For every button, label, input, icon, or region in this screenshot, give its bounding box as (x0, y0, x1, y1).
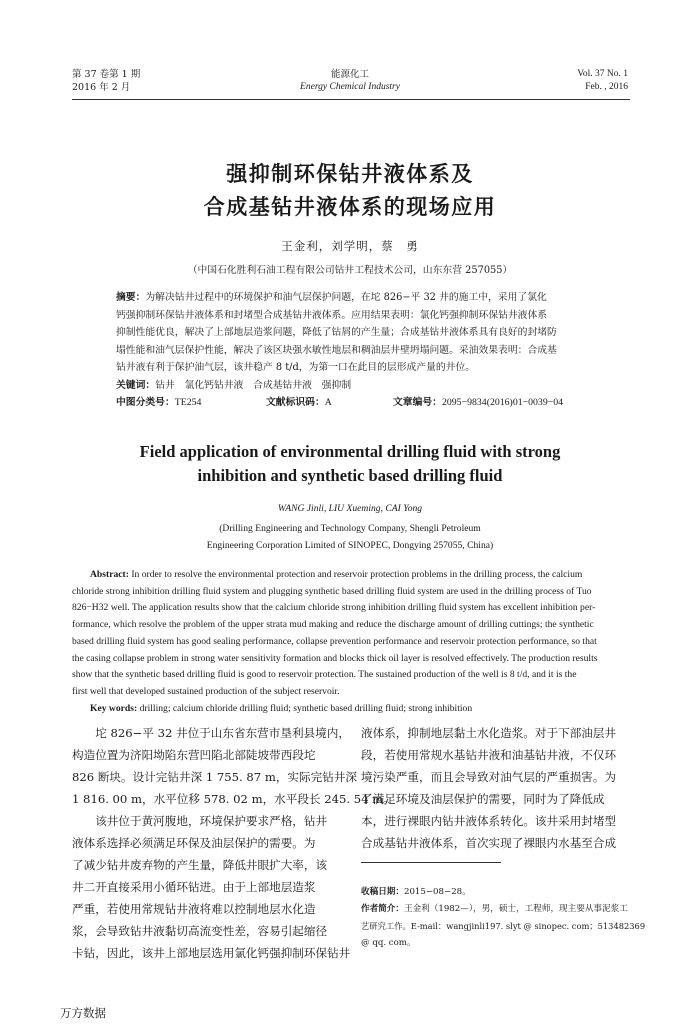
body-line: 卡钻，因此，该井上部地层选用氯化钙强抑制环保钻井 (72, 946, 351, 960)
abstract-cn (116, 289, 588, 412)
abstract-en-label: Abstract: (90, 569, 129, 580)
clc-value: TE254 (174, 397, 202, 408)
volume-issue-en: Vol. 37 No. 1 (577, 69, 628, 79)
volume-issue: 第 37 卷第 1 期 (72, 69, 141, 80)
body-line: 浆，会导致钻井液黏切高流变性差，容易引起缩径 (72, 924, 328, 938)
body-line: 了减少钻井废弃物的产生量，降低井眼扩大率，该 (72, 858, 328, 872)
abstract-cn-line: 塌性能和油气层保护性能，解决了该区块强水敏性地层和稠油层井壁坍塌问题。采油效果表明：合成基 (116, 344, 557, 356)
doc-code-label: 文献标识码： (266, 397, 325, 408)
publication-date: 2016 年 2 月 (72, 82, 131, 93)
affiliation-cn: （中国石化胜利石油工程有限公司钻井工程技术公司，山东东营 257055） (187, 265, 513, 276)
keywords-cn-text: 钻井 氯化钙钻井液 合成基钻井液 强抑制 (155, 379, 352, 391)
body-line: 液体系，抑制地层黏土水化造浆。对于下部油层井 (361, 726, 617, 740)
affiliation-en (0, 520, 700, 554)
abstract-en-line: In order to resolve the environmental protection and reservoir protection problems in the drilling process, the calcium (131, 569, 583, 580)
abstract-en-line: first well that developed sustained production of the subject reservoir. (72, 685, 340, 697)
journal-name-en: Energy Chemical Industry (300, 82, 400, 92)
watermark: 万方数据 (60, 1006, 106, 1020)
body-line: 合成基钻井液体系，首次实现了裸眼内水基至合成 (361, 836, 617, 850)
body-line: 1 816. 00 m，水平位移 578. 02 m，水平段长 245. 54 m。 (72, 792, 395, 806)
author-bio-text: 王金利（1982—），男，硕士，工程师，现主要从事泥浆工 (403, 904, 628, 914)
abstract-cn-line: 钙强抑制环保钻井液体系和封堵型合成基钻井液体系。应用结果表明：氯化钙强抑制环保钻井液体系 (116, 309, 548, 321)
footnote-rule (361, 862, 501, 863)
keywords-en-text: drilling; calcium chloride drilling fluid; synthetic based drilling fluid; strong inhibition (139, 702, 473, 714)
title-cn-line1: 强抑制环保钻井液体系及 (226, 162, 474, 186)
keywords-en-label: Key words: (90, 702, 138, 714)
received-date-value: 2015−08−28。 (403, 887, 471, 897)
affiliation-en-line1: (Drilling Engineering and Technology Company, Shengli Petroleum (219, 523, 481, 534)
author-bio-text: 艺研究工作。E-mail：wangjinli197. slyt @ sinopec. com；513482369 (361, 921, 646, 931)
article-no-value: 2095−9834(2016)01−0039−04 (441, 397, 564, 408)
abstract-en-line: the casing collapse problem in strong water sensitivity formation and blocks thick oil layer is resolved effectively. The production results (72, 652, 598, 664)
header-rule (72, 99, 630, 100)
keywords-cn (116, 377, 588, 395)
footnote (361, 884, 646, 952)
abstract-cn-line: 抑制性能优良，解决了上部地层造浆问题，降低了钻屑的产生量；合成基钻井液体系具有良好的封堵防 (116, 327, 557, 338)
header-right (577, 68, 628, 94)
authors-cn: 王金利，刘学明，蔡 勇 (281, 239, 419, 253)
abstract-cn-line: 为解决钻井过程中的环境保护和油气层保护问题，在坨 826−平 32 井的施工中，采用了氯化 (145, 292, 547, 303)
abstract-en (72, 567, 628, 717)
body-line: 本，进行裸眼内钻井液体系转化。该井采用封堵型 (361, 814, 617, 828)
abstract-en-line: formance, which resolve the problem of the upper strata mud making and reduce the discharge amount of drilling cuttings; the synthetic (72, 619, 594, 631)
authors-en: WANG Jinli, LIU Xueming, CAI Yong (277, 503, 423, 514)
doc-code-value: A (324, 397, 332, 408)
clc-label: 中图分类号： (116, 397, 175, 408)
title-en-line1: Field application of environmental drilling fluid with strong (139, 442, 561, 461)
received-date-label: 收稿日期： (361, 887, 404, 897)
abstract-en-line: chloride strong inhibition drilling fluid system and plugging synthetic based drilling fluid system are used in the drilling process of Tuo (72, 585, 592, 597)
affiliation-en-line2: Engineering Corporation Limited of SINOPEC, Dongying 257055, China) (206, 540, 494, 551)
author-bio-text: @ qq. com。 (361, 938, 416, 948)
body-line: 境污染严重，而且会导致对油气层的严重损害。为 (361, 770, 617, 784)
body-right-column (361, 722, 631, 854)
body-line: 该井位于黄河腹地，环境保护要求严格，钻井 (72, 814, 328, 828)
abstract-en-line: based drilling fluid system has good sealing performance, collapse prevention performance and reservoir protection performance, so that (72, 635, 597, 647)
keywords-cn-label: 关键词： (116, 379, 156, 391)
body-line: 826 断块。设计完钻井深 1 755. 87 m，实际完钻井深 (72, 770, 357, 784)
publication-date-en: Feb. , 2016 (585, 82, 628, 92)
body-line: 井二开直接采用小循环钻进。由于上部地层造浆 (72, 880, 316, 894)
body-line: 了满足环境及油层保护的需要，同时为了降低成 (361, 792, 605, 806)
title-en-line2: inhibition and synthetic based drilling fluid (197, 466, 503, 485)
author-bio-label: 作者简介： (361, 904, 404, 914)
abstract-cn-label: 摘要： (116, 292, 146, 303)
article-no-label: 文章编号： (393, 397, 442, 408)
body-line: 构造位置为济阳坳陷东营凹陷北部陡坡带西段坨 (72, 748, 316, 762)
abstract-en-line: 826−H32 well. The application results show that the calcium chloride strong inhibition drilling fluid system has excellent inhibition per- (72, 602, 596, 614)
body-line: 严重，若使用常规钻井液将难以控制地层水化造 (72, 902, 316, 916)
keywords-en (72, 701, 628, 718)
abstract-en-line: show that the synthetic based drilling fluid is good to reservoir protection. The sustained production of the well is 8 t/d, and it is the (72, 669, 577, 681)
abstract-cn-line: 钻井液有利于保护油气层，该井稳产 8 t/d，为第一口在此目的层形成产量的井位。 (116, 362, 476, 373)
title-cn-line2: 合成基钻井液体系的现场应用 (203, 195, 497, 219)
body-line: 段，若使用常规水基钻井液和油基钻井液，不仅环 (361, 748, 617, 762)
journal-name-cn: 能源化工 (330, 69, 369, 80)
classification-line (116, 394, 588, 412)
body-line: 液体系选择必须满足环保及油层保护的需要。为 (72, 836, 316, 850)
body-line: 坨 826−平 32 井位于山东省东营市垦利县境内， (72, 726, 350, 740)
